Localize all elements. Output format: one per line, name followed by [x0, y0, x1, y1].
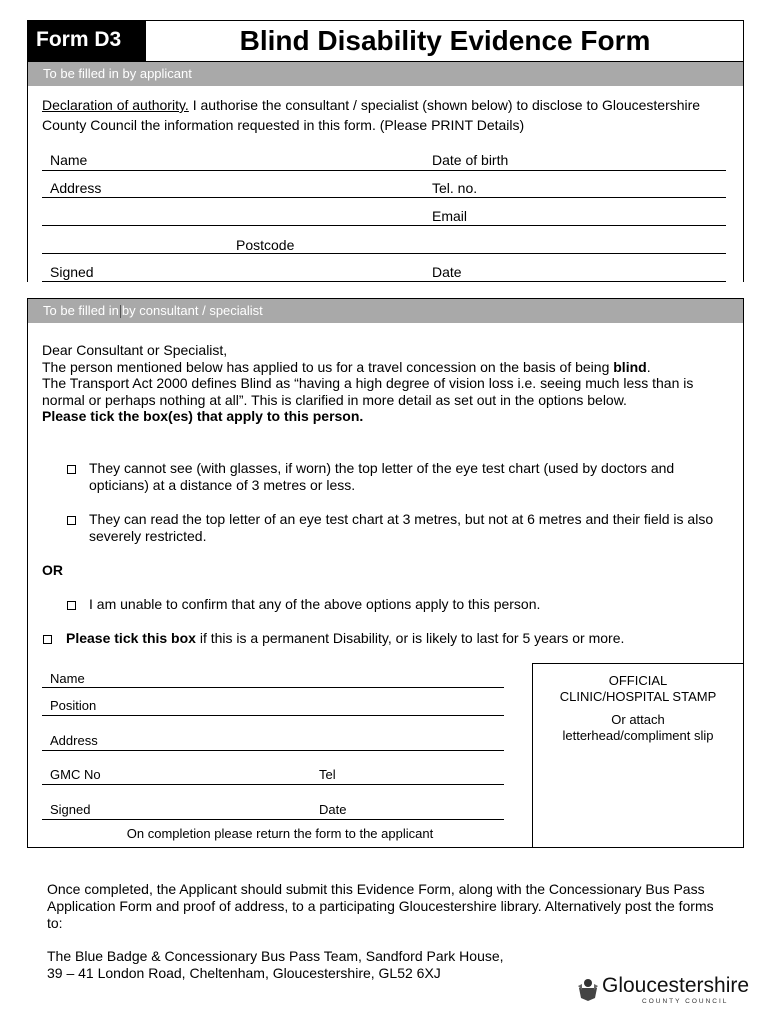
applicant-address-label: Address: [50, 180, 102, 196]
consultant-name-field[interactable]: [42, 687, 504, 688]
text-cursor: [120, 305, 121, 318]
footer-instructions: Once completed, the Applicant should submit this Evidence Form, along with the Concessionary Bus Pass Application Form and proof of address, to a participating Gloucestershire library. Alternatively post the forms to:: [47, 881, 714, 931]
logo-sub: COUNTY COUNCIL: [642, 998, 729, 1005]
option3-checkbox[interactable]: [67, 601, 76, 610]
applicant-email-label: Email: [432, 208, 468, 224]
consultant-address-field[interactable]: [42, 750, 504, 751]
applicant-date-label: Date: [432, 264, 462, 280]
logo-name: Gloucestershire: [602, 974, 750, 997]
consultant-signed-field[interactable]: [42, 819, 504, 820]
permanent-checkbox[interactable]: [43, 635, 52, 644]
consultant-band-part2: by consultant / specialist: [121, 303, 263, 318]
option2-text: They can read the top letter of an eye test chart at 3 metres, but not at 6 metres and their field is also severely restricted.: [89, 511, 714, 544]
applicant-signed-label: Signed: [50, 264, 94, 280]
applicant-name-field[interactable]: [42, 170, 726, 171]
consultant-gmc-label: GMC No: [50, 767, 101, 782]
consultant-band-part1: To be filled in: [43, 303, 119, 318]
stamp-line4: letterhead/compliment slip: [562, 728, 714, 743]
consultant-signed-label: Signed: [50, 802, 91, 817]
completion-note: On completion please return the form to the applicant: [126, 826, 434, 841]
declaration-heading: Declaration of authority.: [42, 97, 189, 113]
applicant-postcode-field[interactable]: [42, 253, 726, 254]
council-logo: [576, 974, 748, 1004]
consultant-position-field[interactable]: [42, 715, 504, 716]
intro-paragraph: [42, 359, 732, 376]
applicant-postcode-label: Postcode: [236, 237, 295, 253]
consultant-date-label: Date: [319, 802, 347, 817]
permanent-bold: Please tick this box: [66, 630, 196, 646]
coat-of-arms-icon: [576, 976, 600, 1002]
consultant-section-band: [28, 299, 743, 323]
form-code: Form D3: [27, 20, 146, 62]
stamp-line2: CLINIC/HOSPITAL STAMP: [559, 689, 717, 704]
consultant-name-label: Name: [50, 671, 85, 686]
address-line1: The Blue Badge & Concessionary Bus Pass Team, Sandford Park House,: [47, 948, 504, 964]
consultant-gmc-field[interactable]: [42, 784, 504, 785]
or-label: OR: [42, 562, 63, 578]
stamp-line1: OFFICIAL: [608, 673, 668, 688]
consultant-intro: [42, 342, 732, 425]
stamp-line3: Or attach: [611, 712, 665, 727]
option1-checkbox[interactable]: [67, 465, 76, 474]
applicant-address-field[interactable]: [42, 197, 726, 198]
consultant-address-label: Address: [50, 733, 98, 748]
applicant-signed-field[interactable]: [42, 281, 726, 282]
tick-instruction: Please tick the box(es) that apply to this person.: [42, 408, 364, 424]
option1-text: They cannot see (with glasses, if worn) the top letter of the eye test chart (used by doctors and opticians) at a distance of 3 metres or less.: [89, 460, 675, 493]
permanent-rest: if this is a permanent Disability, or is likely to last for 5 years or more.: [195, 630, 625, 646]
declaration: [42, 95, 732, 135]
applicant-section-band: To be filled in by applicant: [28, 62, 743, 86]
applicant-email-field[interactable]: [42, 225, 726, 226]
intro-bold: blind: [613, 358, 647, 375]
applicant-name-label: Name: [50, 152, 88, 168]
definition-paragraph: The Transport Act 2000 defines Blind as “having a high degree of vision loss i.e. seeing much less than is normal or perhaps nothing at all”. This is clarified in more detail as set out in the options below.: [42, 375, 694, 408]
consultant-position-label: Position: [50, 698, 97, 713]
permanent-text: [66, 630, 736, 647]
intro-text: The person mentioned below has applied to us for a travel concession on the basis of being: [42, 358, 614, 375]
address-line2: 39 – 41 London Road, Cheltenham, Gloucestershire, GL52 6XJ: [47, 965, 441, 981]
stamp-box: [532, 663, 744, 848]
applicant-tel-label: Tel. no.: [432, 180, 478, 196]
option2-checkbox[interactable]: [67, 516, 76, 525]
option3-text: I am unable to confirm that any of the above options apply to this person.: [89, 596, 541, 612]
intro-end: .: [646, 358, 651, 375]
consultant-tel-label: Tel: [319, 767, 336, 782]
salutation: Dear Consultant or Specialist,: [42, 342, 228, 358]
applicant-dob-label: Date of birth: [432, 152, 509, 168]
declaration-text: I authorise the consultant / specialist (shown below) to disclose to Gloucestershire County Council the information requested in this form. (Please PRINT Details): [42, 97, 701, 133]
postal-address: [47, 948, 647, 982]
page-title: Blind Disability Evidence Form: [239, 25, 651, 56]
